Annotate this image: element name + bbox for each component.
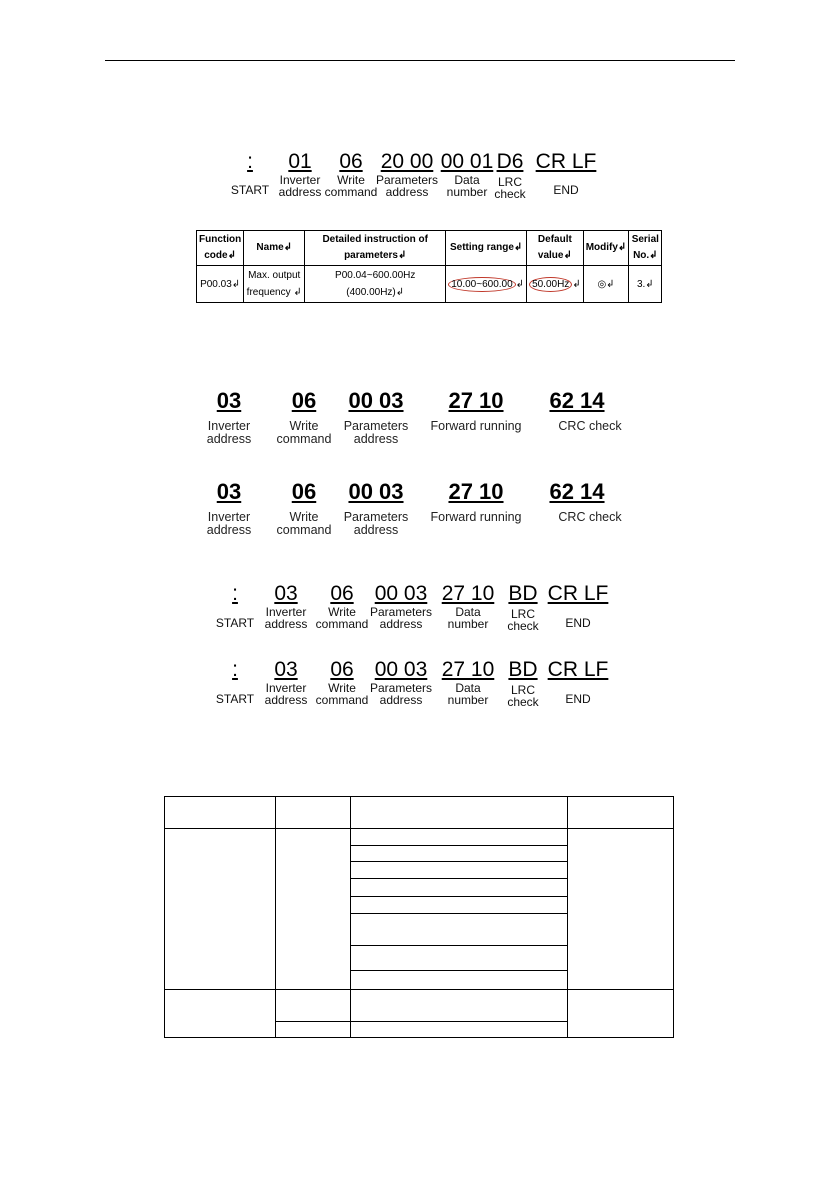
frame-field-end: CR LF END <box>547 658 609 706</box>
table-column-divider <box>567 797 568 1037</box>
frame-field-write-command: 06 Write command <box>315 658 369 707</box>
ascii-frame-write-2000 <box>0 150 839 205</box>
table-row-divider <box>350 878 567 879</box>
frame-field-inverter-address: 03 Inverter address <box>264 582 308 631</box>
frame-field-inverter-address: 01 Inverter address <box>278 150 322 199</box>
frame-field-write-command: 06 Write command <box>324 150 378 199</box>
setting-range-highlight: 10.00~600.00 <box>448 277 515 292</box>
frame-field-data-number: 27 10 Data number <box>441 658 495 707</box>
ascii-frame-forward-running-1 <box>0 582 839 642</box>
frame-field-parameters-address: 00 03 Parameters address <box>343 479 409 537</box>
table-row-divider <box>350 913 567 914</box>
table-header-row <box>197 231 662 266</box>
frame-field-end: CR LF END <box>547 582 609 630</box>
cell-setting-range: 10.00~600.00 ↲ <box>446 266 527 303</box>
header-rule <box>105 60 735 61</box>
table-row-divider <box>165 989 673 990</box>
frame-field-parameters-address: 00 03 Parameters address <box>343 388 409 446</box>
cell-detailed-instruction: P00.04~600.00Hz (400.00Hz)↲ <box>305 266 446 303</box>
table-column-divider <box>350 797 351 1037</box>
frame-field-start: : START <box>230 150 270 197</box>
table-row-divider <box>350 970 567 971</box>
parameter-table <box>196 230 662 303</box>
table-column-divider <box>275 797 276 1037</box>
frame-field-parameters-address: 00 03 Parameters address <box>369 658 433 707</box>
frame-field-lrc-check: D6 LRC check <box>494 150 526 201</box>
frame-field-inverter-address: 03 Inverter address <box>206 479 252 537</box>
frame-field-start: : START <box>215 658 255 706</box>
frame-field-parameters-address: 20 00 Parameters address <box>375 150 439 199</box>
frame-field-inverter-address: 03 Inverter address <box>206 388 252 446</box>
default-value-highlight: 50.00Hz <box>529 277 572 292</box>
header-setting-range: Setting range↲ <box>446 231 527 266</box>
table-row-divider <box>165 828 673 829</box>
cell-default-value: 50.00Hz ↲ <box>527 266 584 303</box>
frame-field-forward-running: 27 10 Forward running <box>430 479 522 524</box>
cell-serial-no: 3.↲ <box>629 266 662 303</box>
frame-field-write-command: 06 Write command <box>276 479 332 537</box>
header-function-code: Function code↲ <box>197 231 244 266</box>
header-modify: Modify↲ <box>583 231 629 266</box>
frame-field-crc-check: 62 14 CRC check <box>549 388 622 433</box>
rtu-frame-forward-running-2 <box>0 479 839 549</box>
frame-field-forward-running: 27 10 Forward running <box>430 388 522 433</box>
cell-function-code: P00.03↲ <box>197 266 244 303</box>
cell-modify: ◎↲ <box>583 266 629 303</box>
table-row-divider <box>275 1021 567 1022</box>
header-serial-no: Serial No.↲ <box>629 231 662 266</box>
frame-field-write-command: 06 Write command <box>276 388 332 446</box>
frame-field-crc-check: 62 14 CRC check <box>549 479 622 524</box>
frame-field-data-number: 27 10 Data number <box>441 582 495 631</box>
ascii-frame-forward-running-2 <box>0 658 839 718</box>
cell-name: Max. output frequency ↲ <box>244 266 305 303</box>
header-detailed-instruction: Detailed instruction of parameters↲ <box>305 231 446 266</box>
header-name: Name↲ <box>244 231 305 266</box>
empty-table <box>164 796 674 1038</box>
table-row-divider <box>350 861 567 862</box>
frame-field-write-command: 06 Write command <box>315 582 369 631</box>
table-row-divider <box>350 896 567 897</box>
header-default-value: Default value↲ <box>527 231 584 266</box>
frame-field-data-number: 00 01 Data number <box>440 150 494 199</box>
rtu-frame-forward-running-1 <box>0 388 839 458</box>
table-row-divider <box>350 845 567 846</box>
frame-field-parameters-address: 00 03 Parameters address <box>369 582 433 631</box>
table-row-divider <box>350 945 567 946</box>
frame-field-lrc-check: BD LRC check <box>507 582 539 633</box>
table-row <box>197 266 662 303</box>
frame-field-end: CR LF END <box>535 150 597 197</box>
frame-field-inverter-address: 03 Inverter address <box>264 658 308 707</box>
frame-field-lrc-check: BD LRC check <box>507 658 539 709</box>
frame-field-start: : START <box>215 582 255 630</box>
